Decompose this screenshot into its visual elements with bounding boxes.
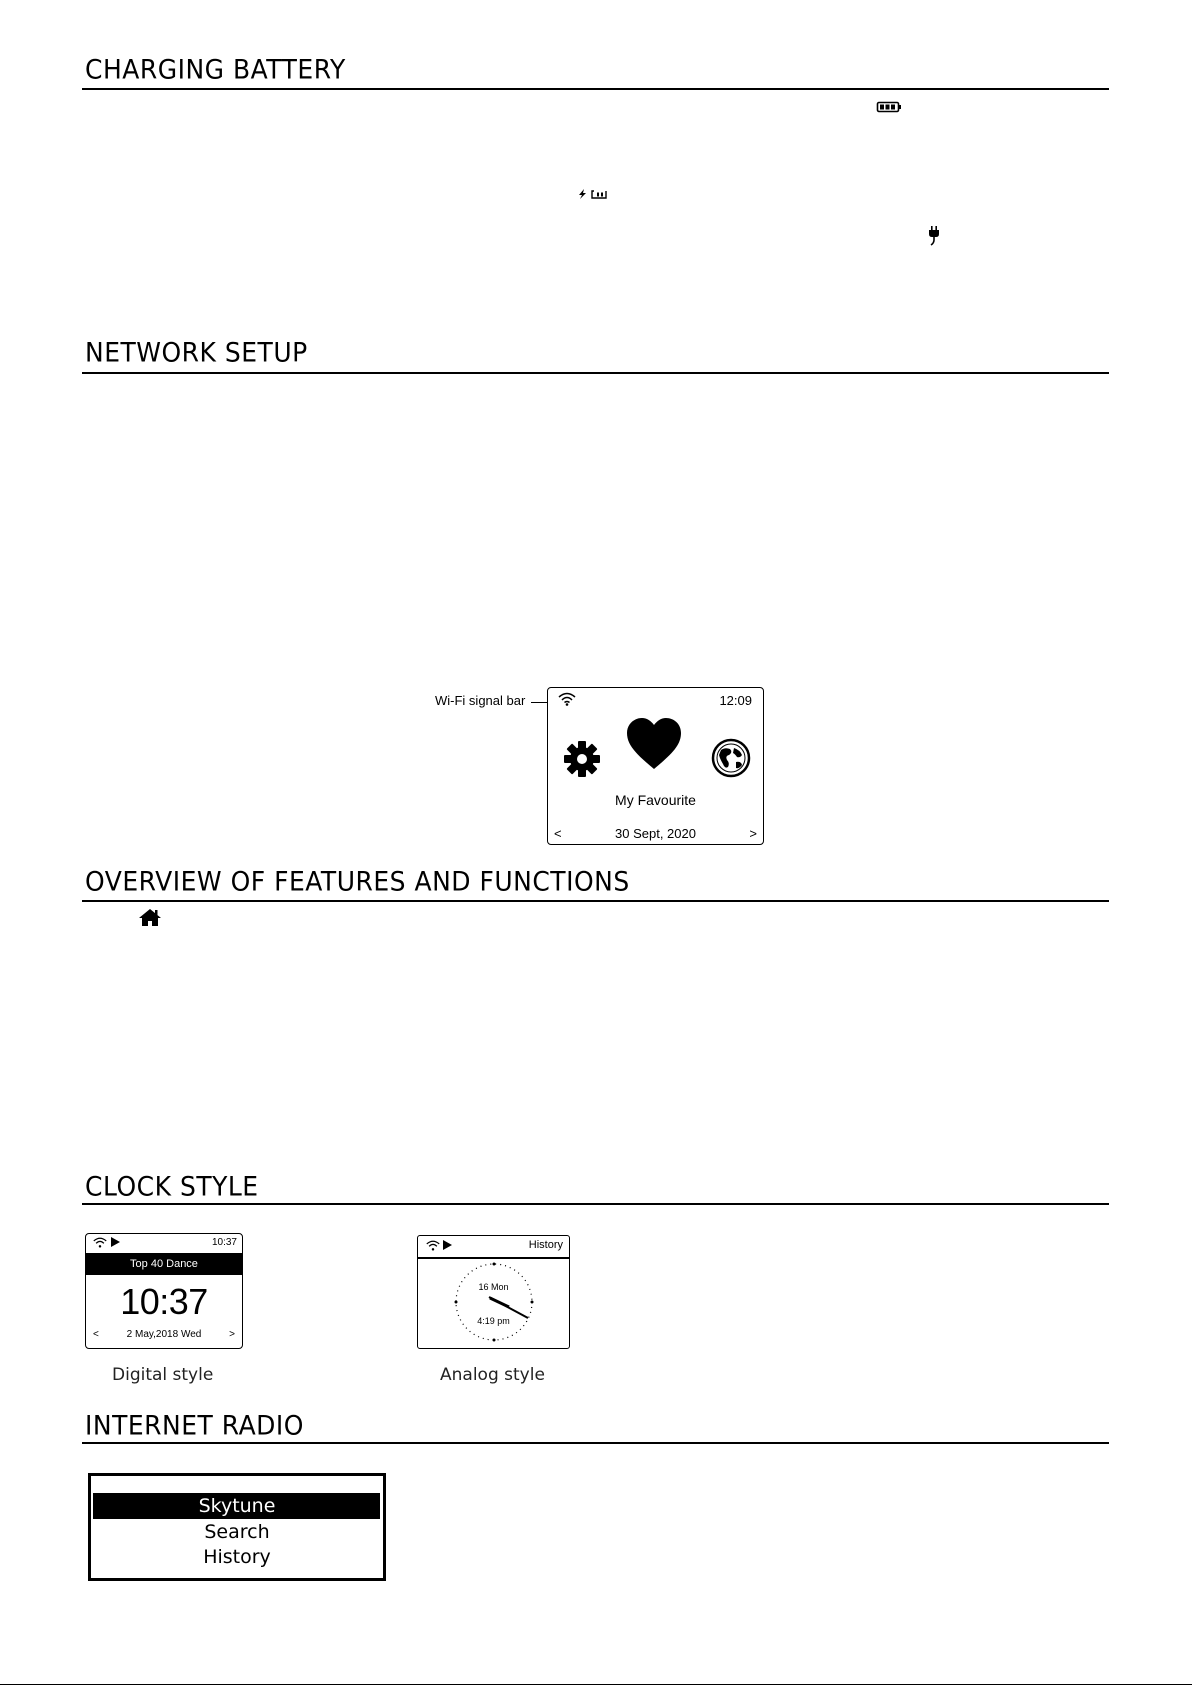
analog-clock-face — [452, 1260, 536, 1344]
analog-date-label: 16 Mon — [478, 1282, 509, 1292]
menu-item-skytune[interactable]: Skytune — [198, 1495, 276, 1517]
prev-arrow: < — [554, 826, 562, 841]
analog-time-label: 4:19 pm — [477, 1316, 510, 1326]
digital-time: 10:37 — [120, 1281, 208, 1322]
section-rule — [82, 88, 1109, 90]
wifi-icon — [93, 1237, 107, 1248]
date-label: 30 Sept, 2020 — [615, 826, 696, 841]
status-time: 10:37 — [211, 1237, 237, 1248]
play-icon — [443, 1240, 452, 1250]
section-heading-overview: OVERVIEW OF FEATURES AND FUNCTIONS — [85, 866, 630, 897]
battery-full-icon — [876, 101, 902, 113]
section-heading-network: NETWORK SETUP — [85, 337, 308, 368]
next-arrow: > — [749, 826, 757, 841]
gear-icon — [563, 740, 601, 778]
date-label: 2 May,2018 Wed — [126, 1329, 202, 1340]
section-heading-charging: CHARGING BATTERY — [85, 54, 346, 85]
home-screen-display — [547, 687, 764, 845]
section-rule — [82, 372, 1109, 374]
radio-menu-display — [88, 1473, 386, 1581]
heart-icon — [626, 718, 682, 770]
analog-clock-display — [417, 1235, 570, 1349]
section-rule — [82, 1203, 1109, 1205]
menu-label: My Favourite — [615, 792, 696, 808]
digital-clock-display — [85, 1233, 243, 1349]
section-rule — [82, 1442, 1109, 1444]
wifi-callout-label: Wi-Fi signal bar — [435, 693, 526, 708]
plug-icon — [927, 226, 941, 246]
next-arrow: > — [229, 1329, 235, 1340]
battery-charging-icon — [577, 188, 611, 200]
section-heading-clock: CLOCK STYLE — [85, 1171, 259, 1202]
header-divider — [418, 1257, 569, 1259]
clock-time: 12:09 — [719, 693, 752, 708]
menu-item-search[interactable]: Search — [204, 1521, 270, 1543]
section-heading-radio: INTERNET RADIO — [85, 1410, 304, 1441]
header-label: History — [528, 1239, 563, 1251]
menu-item-history[interactable]: History — [203, 1546, 271, 1568]
analog-style-caption: Analog style — [440, 1365, 545, 1385]
prev-arrow: < — [93, 1329, 99, 1340]
station-name-bar: Top 40 Dance — [86, 1253, 242, 1275]
wifi-icon — [558, 692, 576, 706]
home-icon — [138, 908, 162, 927]
digital-style-caption: Digital style — [112, 1365, 214, 1385]
play-icon — [111, 1237, 120, 1247]
globe-icon — [711, 738, 751, 778]
wifi-icon — [426, 1240, 440, 1251]
section-rule — [82, 900, 1109, 902]
